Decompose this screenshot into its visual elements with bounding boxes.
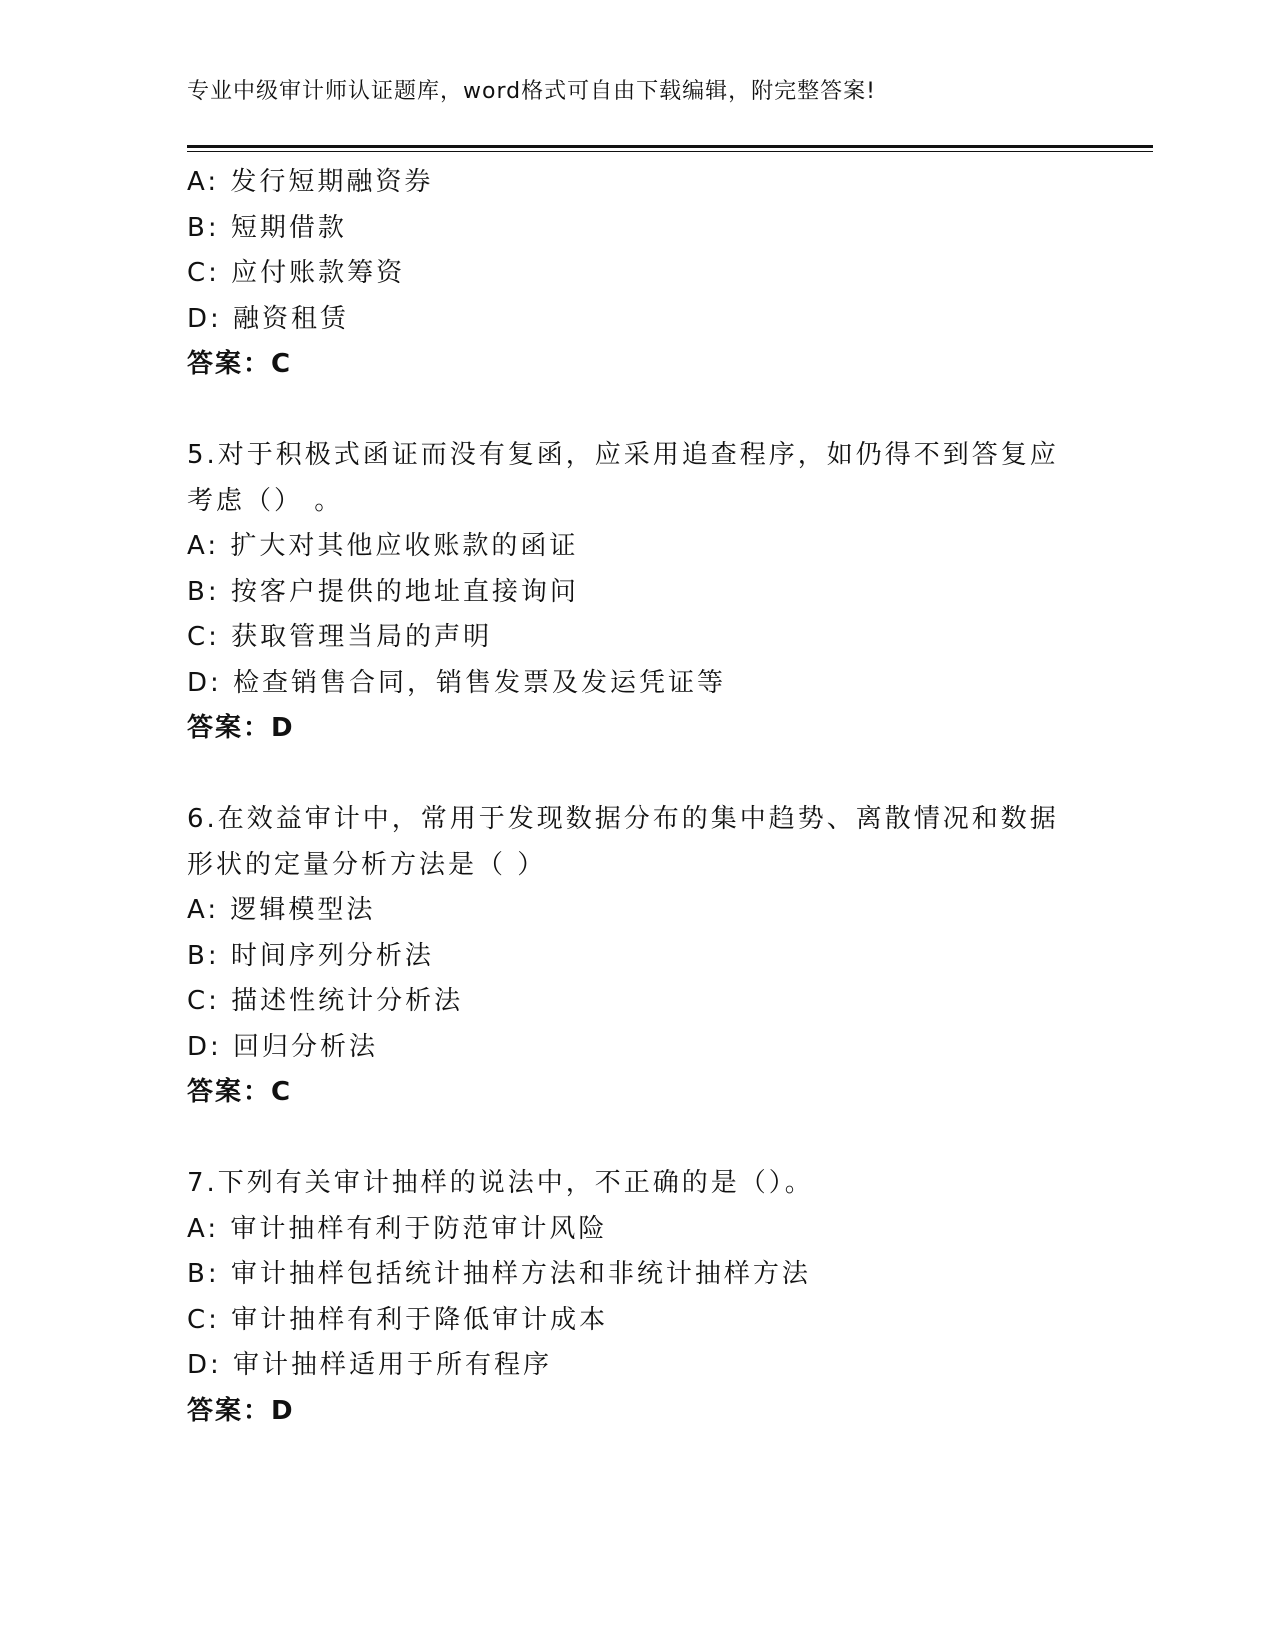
option-a: A: 扩大对其他应收账款的函证 [187,531,579,561]
page-header-text: 专业中级审计师认证题库，word格式可自由下载编辑，附完整答案! [187,79,876,104]
option-d: D: 审计抽样适用于所有程序 [187,1350,553,1380]
option-c: C: 描述性统计分析法 [187,986,464,1016]
question-6 [187,797,1087,1116]
spacer [187,752,1087,798]
question-list [187,160,1087,1434]
option-b: B: 短期借款 [187,212,347,243]
option-c: C: 获取管理当局的声明 [187,622,493,652]
header-rule-thick [187,145,1153,148]
question-7 [187,1161,1087,1434]
question-5 [187,433,1087,752]
spacer [187,388,1087,434]
answer-line: 答案：C [187,349,293,379]
option-d: D: 融资租赁 [187,303,350,334]
question-stem-line-1: 7.下列有关审计抽样的说法中，不正确的是（）。 [187,1168,814,1198]
option-a: A: 逻辑模型法 [187,895,376,925]
question-stem-line-1: 5.对于积极式函证而没有复函，应采用追查程序，如仍得不到答复应 [187,440,1059,470]
option-d: D: 检查销售合同，销售发票及发运凭证等 [187,667,727,698]
answer-line: 答案：D [187,713,295,743]
question-stem-line-2: 形状的定量分析方法是（ ） [187,849,547,880]
option-d: D: 回归分析法 [187,1031,379,1062]
option-b: B: 按客户提供的地址直接询问 [187,576,579,607]
question-stem-line-1: 6.在效益审计中，常用于发现数据分布的集中趋势、离散情况和数据 [187,804,1059,834]
option-c: C: 审计抽样有利于降低审计成本 [187,1304,609,1335]
spacer [187,1116,1087,1162]
option-b: B: 时间序列分析法 [187,940,434,971]
header-rule-thin [187,151,1153,152]
option-b: B: 审计抽样包括统计抽样方法和非统计抽样方法 [187,1259,811,1289]
option-a: A: 审计抽样有利于防范审计风险 [187,1213,608,1244]
option-c: C: 应付账款筹资 [187,258,406,288]
option-a: A: 发行短期融资券 [187,167,434,197]
answer-line: 答案：D [187,1395,295,1426]
question-4 [187,160,1087,388]
answer-line: 答案：C [187,1077,293,1107]
question-stem-line-2: 考虑（） 。 [187,485,344,516]
